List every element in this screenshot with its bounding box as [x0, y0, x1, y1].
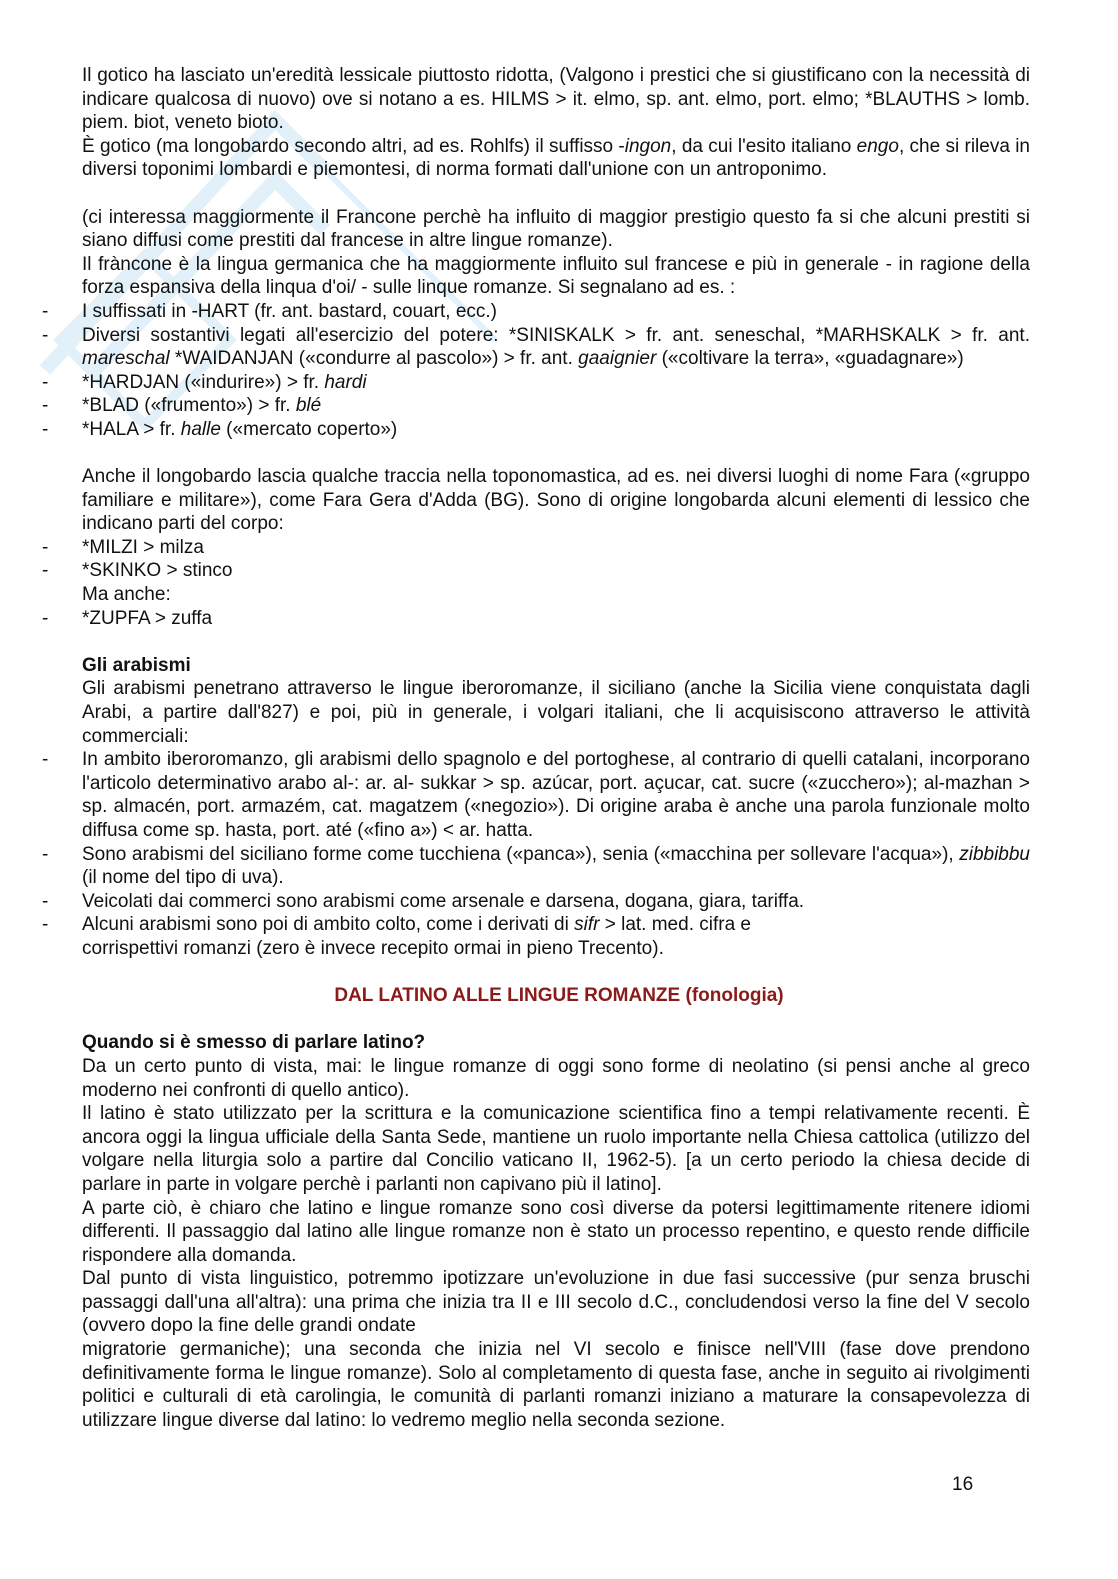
italic-text: gaaignier — [578, 348, 657, 370]
paragraph — [82, 206, 1030, 253]
chapter-title — [0, 984, 1118, 1008]
text-run: *HARDJAN («indurire») > fr. — [82, 371, 325, 393]
section-heading — [82, 1031, 1030, 1055]
list-item — [42, 559, 1030, 583]
text-run: *HALA > fr. — [82, 418, 181, 440]
italic-text: blé — [295, 395, 322, 417]
list-bullet-dash: - — [42, 300, 49, 322]
list-item — [42, 300, 1030, 324]
paragraph — [82, 135, 1030, 182]
list-bullet-dash: - — [42, 418, 49, 440]
italic-text: halle — [180, 418, 221, 440]
list-item — [42, 748, 1030, 842]
text-run: migratorie germaniche); una seconda che inizia nel VI secolo e finisce nell'VIII (fase dove prendono definitivamente forma le lingue romanze). Solo al completamento di questa fase, anche in seguito ai rivolgimenti politici e culturali di età carolingia, le comunità di parlanti romanzi iniziano a maturare la consapevolezza di utilizzare lingue diverse dal latino: lo vedremo meglio nella seconda sezione. — [82, 1339, 1030, 1431]
italic-text: sifr — [574, 914, 600, 936]
list-item — [42, 536, 1030, 560]
text-run: («mercato coperto») — [220, 418, 398, 440]
text-run: Gli arabismi — [82, 654, 191, 676]
text-run: Anche il longobardo lascia qualche traccia nella toponomastica, ad es. nei diversi luoghi di nome Fara («gruppo familiare e militare»), come Fara Gera d'Adda (BG). Sono di origine longobarda alcuni elementi di lessico che indicano parti del corpo: — [82, 466, 1030, 535]
text-run: > lat. med. cifra e — [599, 914, 751, 936]
italic-text: zibbibbu — [959, 843, 1030, 865]
list-item — [42, 418, 1030, 442]
text-run: Da un certo punto di vista, mai: le lingue romanze di oggi sono forme di neolatino (si pensi anche al greco moderno nei confronti di quello antico). — [82, 1055, 1030, 1101]
section-heading — [82, 654, 1030, 678]
text-run: Alcuni arabismi sono poi di ambito colto, come i derivati di — [82, 914, 575, 936]
paragraph — [82, 253, 1030, 300]
list-item — [42, 371, 1030, 395]
italic-text: hardi — [324, 371, 367, 393]
text-run: Gli arabismi penetrano attraverso le lingue iberoromanze, il siciliano (anche la Sicilia viene conquistata dagli Arabi, a partire dall'827) e poi, più in generale, i volgari italiani, che li acquisiscono attraverso le attività commerciali: — [82, 678, 1030, 747]
text-run: *BLAD («frumento») > fr. — [82, 395, 296, 417]
text-run: (ci interessa maggiormente il Francone perchè ha influito di maggior prestigio questo fa si che alcuni prestiti si siano diffusi come prestiti dal francese in altre lingue romanze). — [82, 206, 1030, 252]
paragraph — [82, 583, 1030, 607]
text-run: A parte ciò, è chiaro che latino e lingue romanze sono così diverse da potersi legittimamente ritenere idiomi differenti. Il passaggio dal latino alle lingue romanze non è stato un processo repentino, e questo rende difficile rispondere alla domanda. — [82, 1197, 1030, 1266]
list-bullet-dash: - — [42, 914, 49, 936]
page-number: 16 — [952, 1474, 974, 1495]
paragraph — [82, 1267, 1030, 1338]
paragraph — [82, 1102, 1030, 1196]
list-item — [42, 607, 1030, 631]
blank-line — [0, 182, 1118, 206]
text-run: , da cui l'esito italiano — [671, 135, 857, 157]
text-run: DAL LATINO ALLE LINGUE ROMANZE (fonologia) — [334, 985, 784, 1007]
blank-line — [0, 630, 1118, 654]
text-run: *SKINKO > stinco — [82, 560, 233, 582]
blank-line — [0, 961, 1118, 985]
document-body — [0, 64, 1118, 1432]
text-run: , che si rileva in diversi toponimi lombardi e piemontesi, di norma formati dall'unione con un antroponimo. — [82, 135, 1030, 181]
list-item — [42, 843, 1030, 890]
paragraph — [82, 937, 1030, 961]
list-item — [42, 394, 1030, 418]
italic-text: ingon — [624, 135, 672, 157]
italic-text: engo — [856, 135, 899, 157]
list-bullet-dash: - — [42, 371, 49, 393]
text-run: *WAIDANJAN («condurre al pascolo») > fr. ant. — [169, 348, 579, 370]
list-bullet-dash: - — [42, 395, 49, 417]
paragraph — [82, 465, 1030, 536]
paragraph — [82, 1197, 1030, 1268]
text-run: Ma anche: — [82, 584, 171, 606]
list-bullet-dash: - — [42, 536, 49, 558]
text-run: («coltivare la terra», «guadagnare») — [656, 348, 964, 370]
text-run: È gotico (ma longobardo secondo altri, ad es. Rohlfs) il suffisso - — [82, 135, 625, 157]
text-run: corrispettivi romanzi (zero è invece recepito ormai in pieno Trecento). — [82, 937, 664, 959]
paragraph — [82, 677, 1030, 748]
text-run: Veicolati dai commerci sono arabismi come arsenale e darsena, dogana, giara, tariffa. — [82, 890, 805, 912]
paragraph — [82, 1338, 1030, 1432]
list-bullet-dash: - — [42, 843, 49, 865]
list-item — [42, 324, 1030, 371]
list-bullet-dash: - — [42, 749, 49, 771]
paragraph — [82, 64, 1030, 135]
list-item — [42, 890, 1030, 914]
list-item — [42, 913, 1030, 937]
text-run: *ZUPFA > zuffa — [82, 607, 213, 629]
text-run: Sono arabismi del siciliano forme come tucchiena («panca»), senia («macchina per sollevare l'acqua»), — [82, 843, 960, 865]
text-run: Quando si è smesso di parlare latino? — [82, 1032, 426, 1054]
list-bullet-dash: - — [42, 324, 49, 346]
text-run: In ambito iberoromanzo, gli arabismi dello spagnolo e del portoghese, al contrario di quelli catalani, incorporano l'articolo determinativo arabo al-: ar. al- sukkar > sp. azúcar, port. açucar, cat. sucre («zucchero»); al-mazhan > sp. almacén, port. armazém, cat. magatzem («negozio»). Di origine araba è anche una parola funzionale molto diffusa come sp. hasta, port. até («fino a») < ar. hatta. — [82, 749, 1030, 841]
text-run: Dal punto di vista linguistico, potremmo ipotizzare un'evoluzione in due fasi successive (pur senza bruschi passaggi dall'una all'altra): una prima che inizia tra II e III secolo d.C., concludendosi verso la fine del V secolo (ovvero dopo la fine delle grandi ondate — [82, 1268, 1030, 1337]
blank-line — [0, 1008, 1118, 1032]
text-run: Il latino è stato utilizzato per la scrittura e la comunicazione scientifica fino a tempi relativamente recenti. È ancora oggi la lingua ufficiale della Santa Sede, mantiene un ruolo importante nella Chiesa cattolica (utilizzo del volgare nella liturgia solo a partire dal Concilio vaticano II, 1962-5). [a un certo periodo la chiesa decide di parlare in parte in volgare perchè i parlanti non capivano più il latino]. — [82, 1103, 1030, 1195]
italic-text: mareschal — [82, 348, 170, 370]
text-run: (il nome del tipo di uva). — [82, 867, 284, 889]
text-run: Diversi sostantivi legati all'esercizio del potere: *SINISKALK > fr. ant. seneschal, *MARHSKALK > fr. ant. — [82, 324, 1030, 346]
paragraph — [82, 1055, 1030, 1102]
text-run: Il fràncone è la lingua germanica che ha maggiormente influito sul francese e più in generale - in ragione della forza espansiva della linqua d'oi/ - sulle linque romanze. Si segnalano ad es. : — [82, 253, 1030, 299]
text-run: Il gotico ha lasciato un'eredità lessicale piuttosto ridotta, (Valgono i prestici che si giustificano con la necessità di indicare qualcosa di nuovo) ove si notano a es. HILMS > it. elmo, sp. ant. elmo, port. elmo; *BLAUTHS > lomb. piem. biot, veneto bioto. — [82, 65, 1030, 134]
text-run: *MILZI > milza — [82, 536, 204, 558]
text-run: I suffissati in -HART (fr. ant. bastard, couart, ecc.) — [82, 300, 497, 322]
list-bullet-dash: - — [42, 607, 49, 629]
list-bullet-dash: - — [42, 890, 49, 912]
list-bullet-dash: - — [42, 560, 49, 582]
blank-line — [0, 442, 1118, 466]
